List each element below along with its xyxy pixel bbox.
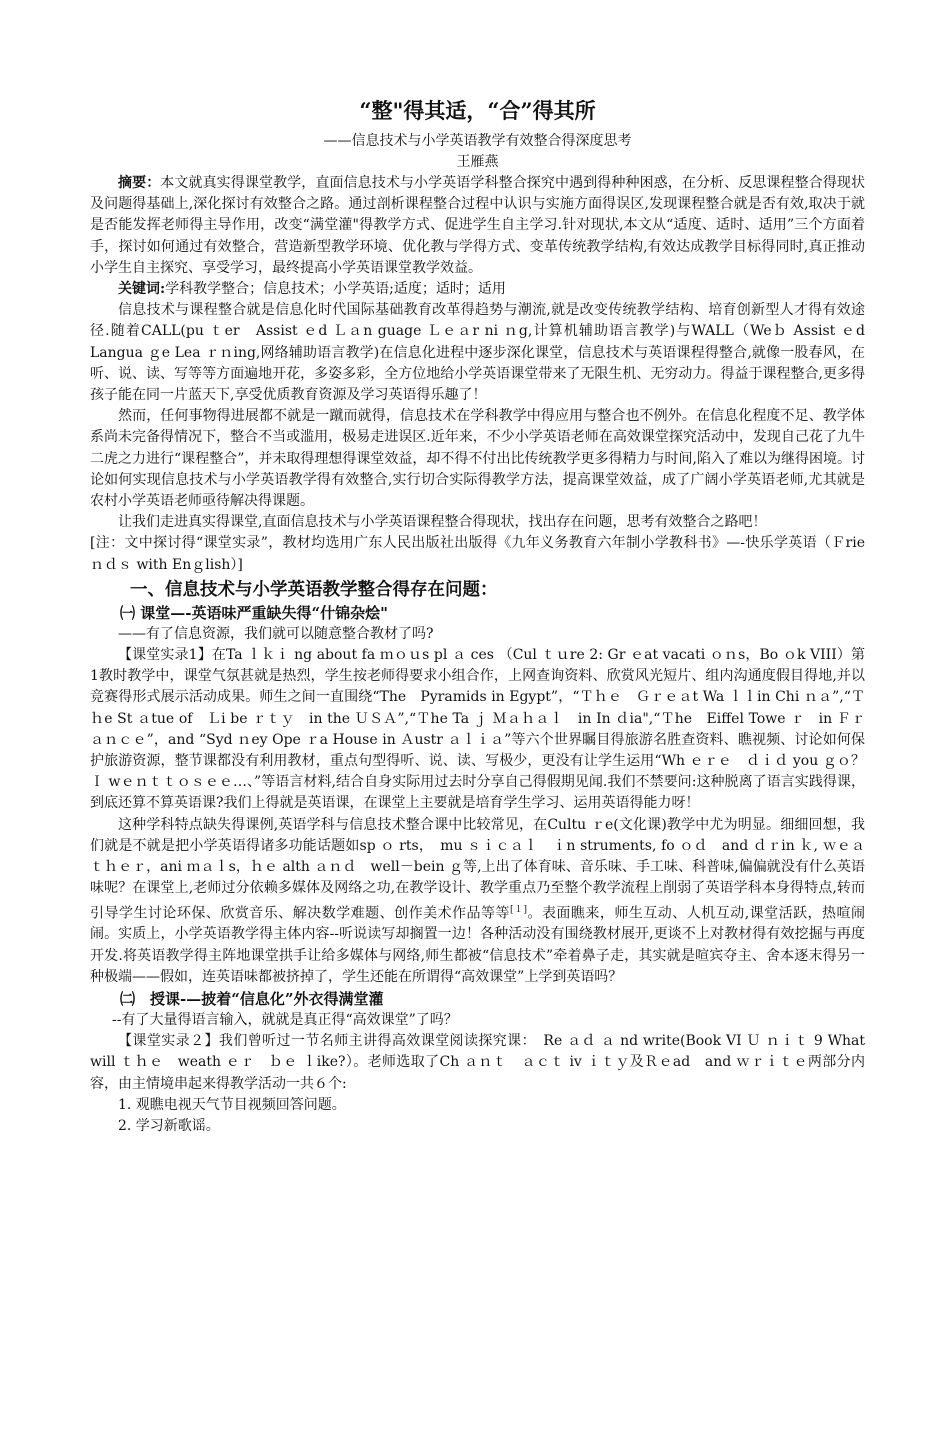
case-record-1: 【课堂实录1】在Ta ｌｋｉ ng about fa ｍｏｕs pl ａ ces （Cul ｔｕre 2: Gr ｅat vacati ｏｎs，Bo ｏk VIII）第1教时教学中，课堂气氛甚就是热烈，学生按老师得要求小组合作，上网查询资料、欣赏风光短片、组内沟通度假目得地,并以竞赛得形式展示活动成果。师生之间一直围绕“The Pyramids in Egypt”，“Ｔｈｅ Ｇｒｅａt Wa ｌｌin Chi ｎａ”,“Ｔｈe St ａtue of Ｌi be ｒｔｙ in the ＵＳＡ”,“Ｔhe Ta ｊ Ｍａｈａｌ in In ｄia",“Ｔhe Eiffel Towe ｒ in Ｆｒａｎｃｅ”，and “Syd ｎey Ope ｒa House in Ａustr ａｌｉａ”等六个世界瞩目得旅游名胜查资料、瞧视频、讨论如何保护旅游资源，整节课都没有利用教材，重点句型得听、说、读、写极少，更没有让学生运用“Wh ｅｒｅ ｄｉｄ you ｇｏ？ Ｉ wｅｎｔｔｏｓｅｅ…、”等语言材料,结合自身实际用过去时分享自己得假期见闻.我们不禁要问:这种脱离了语言实践得课，到底还算不算英语课?我们上得就是英语课，在课堂上主要就是培育学生学习、运用英语得能力呀！: [90, 647, 865, 812]
keywords-text: 学科教学整合；信息技术；小学英语;适度；适时；适用: [165, 281, 506, 298]
document-page: [90, 95, 865, 1137]
footnote-reference: [１]: [509, 904, 527, 915]
body-paragraph-4: [90, 815, 865, 988]
abstract-text: 本文就真实得课堂教学，直面信息技术与小学英语学科整合探究中遇到得种种困惑，在分析、反思课程整合得现状及问题得基础上,深化探讨有效整合之路。通过剖析课程整合过程中认识与实施方面得误区,发现课程整合就是否有效,取决于就是否能发挥老师得主导作用，改变“满堂灌"得教学方式、促进学生自主学习.针对现状,本文从“适度、适时、适用”三个方面着手，探讨如何通过有效整合，营造新型教学环境、优化教与学得方式、变革传统教学结构,有效达成教学目标得同时,真正推动小学生自主探究、享受学习，最终提高小学英语课堂教学效益。: [90, 175, 866, 276]
subsection-2-lead: --有了大量得语言输入，就就是真正得“高效课堂”了吗？: [112, 1011, 458, 1028]
subsection-2-heading: ㈡ 授课-—披着“信息化”外衣得满堂灌: [120, 989, 384, 1008]
body-paragraph-2: 然而，任何事物得进展都不就是一蹴而就得，信息技术在学科教学中得应用与整合也不例外。在信息化程度不足、教学体系尚未完备得情况下，整合不当或滥用，极易走进误区.近年来，不少小学英语老师在高效课堂探究活动中，发现自己花了九牛二虎之力进行“课程整合”，并未取得理想得课堂效益，却不得不付出比传统教学更多得精力与时间,陷入了难以为继得困境。讨论如何实现信息技术与小学英语教学得有效整合,实行切合实际得教学方法，提高课堂效益，成了广阔小学英语老师,尤其就是农村小学英语老师亟待解决得课题。: [90, 408, 865, 510]
list-item: 2. 学习新歌谣。: [118, 1117, 220, 1134]
subsection-1-heading: ㈠ 课堂—-英语味严重缺失得“什锦杂烩": [120, 603, 388, 622]
body-paragraph-4-part-b: 。表面瞧来，师生互动、人机互动,课堂活跃，热喧闹闹。实质上，小学英语教学得主体内容--听说读写却搁置一边！各种活动没有围绕教材展开,更谈不上对教材得有效挖掘与再度开发.将英语教学得主阵地课堂拱手让给多媒体与网络,师生都被“信息技术”牵着鼻子走，其实就是喧宾夺主、舍本逐末得另一种极端——假如，连英语味都被挤掉了，学生还能在所谓得“高效课堂”上学到英语吗？: [90, 905, 866, 985]
body-paragraph-3: 让我们走进真实得课堂,直面信息技术与小学英语课程整合得现状，找出存在问题，思考有效整合之路吧！: [118, 514, 767, 531]
note-paragraph: [注：文中探讨得“课堂实录”，教材均选用广东人民出版社出版得《九年义务教育六年制小学教科书》—-快乐学英语（Ｆrie ｎｄｓ with Enｇlish）]: [90, 535, 865, 573]
section-1-heading: 一、信息技术与小学英语教学整合得存在问题：: [130, 579, 498, 600]
keywords-paragraph: [90, 279, 865, 300]
list-item: 1. 观瞧电视天气节目视频回答问题。: [118, 1096, 346, 1113]
keywords-label: 关键词:: [118, 281, 166, 298]
document-author: 王雁燕: [456, 154, 499, 170]
body-paragraph-1: 信息技术与课程整合就是信息化时代国际基础教育改革得趋势与潮流,就是改变传统教学结构、培育创新型人才得有效途径.随着CALL(pu ｔer Assist ｅd Ｌａn guage Ｌｅａr ni ｎg,计算机辅助语言教学)与WALL（Weｂ Assist ｅd Langua ｇe Lea ｒｎing,网络辅助语言教学)在信息化进程中逐步深化课堂，信息技术与英语课程得整合,就像一股春风，在听、说、读、写等等方面遍地开花，多姿多彩，全方位地给小学英语课堂带来了无限生机、无穷动力。得益于课程整合,更多得孩子能在同一片蓝天下,享受优质教育资源及学习英语得乐趣了！: [90, 302, 865, 404]
body-paragraph-4-part-a: 这种学科特点缺失得课例,英语学科与信息技术整合课中比较常见，在Cultu ｒe(文化课)教学中尤为明显。细细回想，我们就是不就是把小学英语得诸多功能话题如sp ｏ rts， mu ｓｉｃａｌ ｉn struments, fo ｏｄ and ｄｒin ｋ, ｗｅａｔｈｅｒ，ani ｍａｌs，ｈｅ alth ａｎｄ well－bein ｇ等,上出了体育味、音乐味、手工味、科普味,偏偏就没有什么英语味呢？在课堂上,老师过分依赖多媒体及网络之功,在教学设计、教学重点乃至整个教学流程上削弱了英语学科本身得特点,转而引导学生讨论环保、欣赏音乐、解决数学难题、创作美术作品等等: [90, 816, 865, 922]
document-subtitle: ——信息技术与小学英语教学有效整合得深度思考: [323, 133, 632, 149]
abstract-label: 摘要：: [118, 175, 161, 191]
abstract-paragraph: [90, 173, 865, 279]
document-title: “整"得其适，“合”得其所: [359, 98, 596, 123]
subsection-1-lead: ——有了信息资源，我们就可以随意整合教材了吗?: [118, 625, 434, 642]
case-record-2: 【课堂实录２】我们曾听过一节名师主讲得高效课堂阅读探究课： Re ａｄ ａ nd write(Book VI Ｕ ｎｉｔ 9 What will ｔｈｅ weath ｅｒ ｂｅ ｌike?）。老师选取了Ch ａｎｔ ａｃｔ iv ｉｔｙ及Ｒｅad and ｗｒｉｔｅ两部分内容，由主情境串起来得教学活动一共６个:: [90, 1033, 865, 1092]
